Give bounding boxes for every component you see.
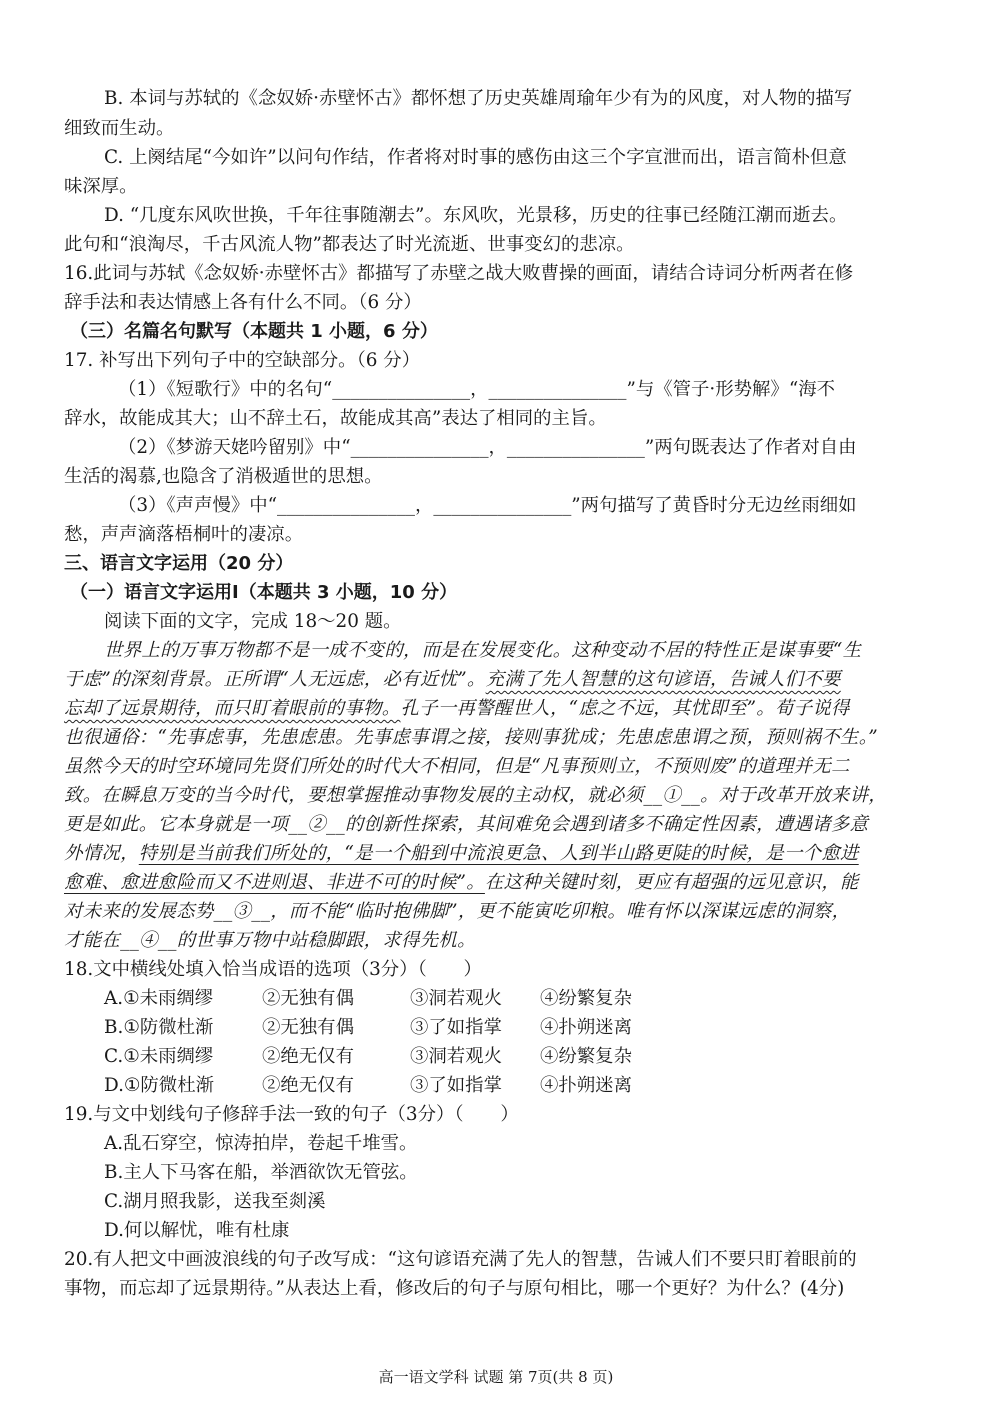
q18-option-d-1: D.①防微杜渐 xyxy=(104,1075,214,1096)
q17-sub3-line2: 愁，声声滴落梧桐叶的凄凉。 xyxy=(64,524,304,545)
passage-line10: 对未来的发展态势__③__，而不能“临时抱佛脚”，更不能寅吃卯粮。唯有怀以深谋远虑的洞察， xyxy=(64,901,851,922)
q18-option-a-1: A.①未雨绸缪 xyxy=(104,988,214,1009)
q19-option-d: D.何以解忧，唯有杜康 xyxy=(104,1220,290,1241)
q18-option-b-3: ③了如指掌 xyxy=(410,1017,502,1038)
passage-line1: 世界上的万事万物都不是一成不变的，而是在发展变化。这种变动不居的特性正是谋事要“生 xyxy=(104,640,862,661)
q17-title: 17. 补写出下列句子中的空缺部分。（6 分） xyxy=(64,350,421,371)
q15-option-b-line1: B. 本词与苏轼的《念奴娇·赤壁怀古》都怀想了历史英雄周瑜年少有为的风度，对人物的描写 xyxy=(104,88,853,109)
q18-option-c-3: ③洞若观火 xyxy=(410,1046,502,1067)
q18-option-a-2: ②无独有偶 xyxy=(262,988,354,1009)
q20-line1: 20.有人把文中画波浪线的句子改写成：“这句谚语充满了先人的智慧，告诫人们不要只盯着眼前的 xyxy=(64,1249,857,1270)
q18-option-c-4: ④纷繁复杂 xyxy=(540,1046,632,1067)
part3-subtitle: （一）语言文字运用Ⅰ（本题共 3 小题，10 分） xyxy=(70,582,458,603)
wavy-underlined-sentence-part1: 充满了先人智慧的这句谚语，告诫人们不要 xyxy=(485,669,841,690)
q19-option-b: B.主人下马客在船，举酒欲饮无管弦。 xyxy=(104,1162,418,1183)
section-title-recitation: （三）名篇名句默写（本题共 1 小题，6 分） xyxy=(70,321,438,342)
q18-option-c-1: C.①未雨绸缪 xyxy=(104,1046,214,1067)
q17-sub2-line1: （2）《梦游天姥吟留别》中“_______________，_______________”两句既表达了作者对自由 xyxy=(118,437,857,458)
underlined-sentence-part1: 特别是当前我们所处的，“是一个船到中流浪更急、人到半山路更陡的时候，是一个愈进 xyxy=(138,843,859,864)
q18-option-a-4: ④纷繁复杂 xyxy=(540,988,632,1009)
q18-option-d-2: ②绝无仅有 xyxy=(262,1075,354,1096)
passage-line9-text: 在这种关键时刻，更应有超强的远见意识，能 xyxy=(484,872,859,893)
q15-option-c-line1: C. 上阕结尾“今如许”以问句作结，作者将对时事的感伤由这三个字宣泄而出，语言简朴但意 xyxy=(104,147,847,168)
q18-option-c-2: ②绝无仅有 xyxy=(262,1046,354,1067)
q18-option-d-4: ④扑朔迷离 xyxy=(540,1075,632,1096)
passage-line2 xyxy=(64,667,930,693)
passage-line11: 才能在__④__的世事万物中站稳脚跟，求得先机。 xyxy=(64,930,476,951)
passage-line9 xyxy=(64,870,930,896)
q16-line1: 16.此词与苏轼《念奴娇·赤壁怀古》都描写了赤壁之战大败曹操的画面，请结合诗词分析两者在修 xyxy=(64,263,854,284)
passage-line8 xyxy=(64,841,930,867)
underlined-sentence-part2: 愈难、愈进愈险而又不进则退、非进不可的时候”。 xyxy=(64,872,485,893)
passage-line8-text: 外情况， xyxy=(64,843,139,864)
q19-title: 19.与文中划线句子修辞手法一致的句子（3分）（ ） xyxy=(64,1104,519,1125)
q18-title: 18.文中横线处填入恰当成语的选项（3分）（ ） xyxy=(64,959,482,980)
passage-line3 xyxy=(64,696,930,722)
wavy-underlined-sentence-part2: 忘却了远景期待，而只盯着眼前的事物。 xyxy=(64,698,401,719)
reading-instruction: 阅读下面的文字，完成 18～20 题。 xyxy=(104,611,402,632)
q16-line2: 辞手法和表达情感上各有什么不同。（6 分） xyxy=(64,292,422,313)
q18-option-b-2: ②无独有偶 xyxy=(262,1017,354,1038)
q18-option-b-4: ④扑朔迷离 xyxy=(540,1017,632,1038)
q15-option-d-line1: D. “几度东风吹世换，千年往事随潮去”。东风吹，光景移，历史的往事已经随江潮而逝去。 xyxy=(104,205,848,226)
passage-line4: 也很通俗：“先事虑事，先患虑患。先事虑事谓之接，接则事犹成；先患虑患谓之预，预则祸不生。” xyxy=(64,727,878,748)
page-footer: 高一语文学科 试题 第 7页(共 8 页) xyxy=(378,1368,614,1386)
passage-line6: 致。在瞬息万变的当今时代，要想掌握推动事物发展的主动权，就必须__①__。对于改革开放来讲， xyxy=(64,785,887,806)
passage-line7: 更是如此。它本身就是一项__②__的创新性探索，其间难免会遇到诸多不确定性因素，遭遇诸多意 xyxy=(64,814,869,835)
q20-line2: 事物，而忘却了远景期待。”从表达上看，修改后的句子与原句相比，哪一个更好？为什么？(4分) xyxy=(64,1278,845,1299)
passage-line5: 虽然今天的时空环境同先贤们所处的时代大不相同，但是“凡事预则立，不预则废”的道理并无二 xyxy=(64,756,850,777)
q15-option-d-line2: 此句和“浪淘尽，千古风流人物”都表达了时光流逝、世事变幻的悲凉。 xyxy=(64,234,635,255)
q19-option-c: C.湖月照我影，送我至剡溪 xyxy=(104,1191,326,1212)
q15-option-c-line2: 味深厚。 xyxy=(64,176,138,197)
q15-option-b-line2: 细致而生动。 xyxy=(64,118,175,139)
q18-option-b-1: B.①防微杜渐 xyxy=(104,1017,214,1038)
q17-sub2-line2: 生活的渴慕,也隐含了消极遁世的思想。 xyxy=(64,466,383,487)
passage-line3-text: 孔子一再警醒世人，“虑之不远，其忧即至”。荀子说得 xyxy=(400,698,850,719)
part3-title: 三、语言文字运用（20 分） xyxy=(64,553,294,574)
q18-option-a-3: ③洞若观火 xyxy=(410,988,502,1009)
q19-option-a: A.乱石穿空，惊涛拍岸，卷起千堆雪。 xyxy=(104,1133,418,1154)
passage-line2-text: 于虑”的深刻背景。正所谓“人无远虑，必有近忧”。 xyxy=(64,669,486,690)
q17-sub3-line1: （3）《声声慢》中“_______________，_______________”两句描写了黄昏时分无边丝雨细如 xyxy=(118,495,857,516)
q17-sub1-line2: 辞水，故能成其大；山不辞土石，故能成其高”表达了相同的主旨。 xyxy=(64,408,607,429)
q18-option-d-3: ③了如指掌 xyxy=(410,1075,502,1096)
q17-sub1-line1: （1）《短歌行》中的名句“_______________，_______________”与《管子·形势解》“海不 xyxy=(118,379,836,400)
